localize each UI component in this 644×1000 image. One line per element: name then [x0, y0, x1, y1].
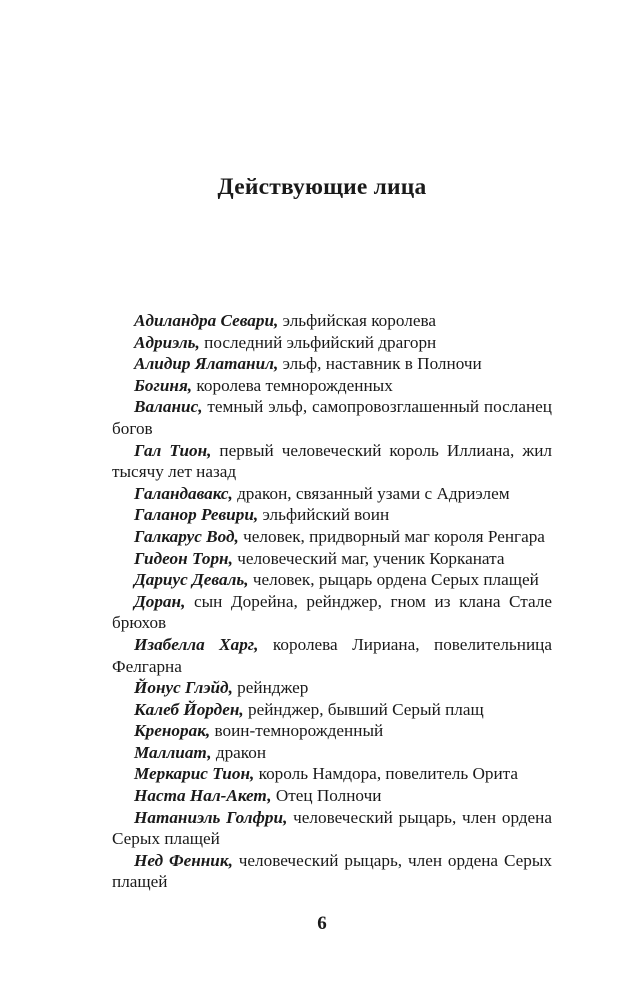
character-description: человек, придворный маг короля Ренгара	[243, 526, 545, 546]
character-description: рейнджер	[237, 678, 309, 698]
character-name: Гидеон Торн,	[134, 548, 233, 568]
character-name: Натаниэль Голфри,	[134, 807, 288, 827]
list-item	[112, 396, 552, 439]
character-name: Изабелла Харг,	[134, 634, 259, 654]
character-name: Галанор Ревири,	[134, 505, 259, 525]
list-item	[112, 634, 552, 677]
list-item	[112, 526, 552, 548]
cast-list	[112, 310, 552, 893]
character-description: человеческий рыцарь, член орде​на Серых плащей	[112, 807, 553, 849]
character-description: эльф, наставник в Полночи	[282, 354, 482, 374]
page-title: Действующие лица	[217, 174, 427, 200]
list-item	[112, 785, 552, 807]
list-item	[112, 850, 552, 893]
character-description: темный эльф, самопровозглашенный посла​нец богов	[112, 397, 553, 438]
page-number: 6	[317, 913, 327, 934]
list-item	[112, 742, 552, 764]
character-name: Доран,	[134, 591, 186, 611]
character-name: Валанис,	[134, 397, 203, 417]
list-item	[112, 483, 552, 505]
character-name: Нед Фенник,	[134, 850, 233, 870]
list-item	[112, 548, 552, 570]
character-name: Алидир Ялатанил,	[134, 354, 279, 374]
character-description: последний эльфийский драгорн	[204, 332, 437, 352]
list-item	[112, 504, 552, 526]
character-name: Кренорак,	[134, 721, 211, 741]
character-description: воин-темнорожденный	[214, 721, 384, 741]
character-description: королева темнорожденных	[196, 375, 393, 395]
character-name: Маллиат,	[134, 742, 212, 762]
character-name: Галандавакс,	[134, 483, 233, 503]
list-item	[112, 720, 552, 742]
character-name: Калеб Йорден,	[134, 699, 244, 719]
character-name: Йонус Глэйд,	[134, 678, 233, 698]
list-item	[112, 807, 552, 850]
list-item	[112, 332, 552, 354]
character-name: Богиня,	[134, 375, 193, 395]
list-item	[112, 591, 552, 634]
list-item	[112, 699, 552, 721]
character-description: сын Дорейна, рейнджер, гном из клана Стале​брюхов	[112, 591, 552, 633]
character-description: дракон, связанный узами с Адриэлем	[237, 483, 510, 503]
list-item	[112, 569, 552, 591]
character-name: Адриэль,	[134, 332, 200, 352]
list-item	[112, 375, 552, 397]
character-description: король Намдора, повелитель Орита	[258, 764, 519, 784]
character-description: эльфийская королева	[282, 311, 436, 330]
list-item	[112, 677, 552, 699]
character-description: первый человеческий король Иллиана, жил тысячу лет назад	[112, 440, 552, 482]
character-description: эльфийский воин	[262, 505, 390, 525]
character-description: королева Лириана, повелительница Фелгарна	[112, 634, 552, 676]
character-name: Гал Тион,	[134, 440, 212, 460]
character-description: человеческий маг, ученик Корканата	[237, 548, 505, 568]
character-description: Отец Полночи	[275, 786, 382, 806]
character-description: человек, рыцарь ордена Серых плащей	[252, 570, 539, 590]
character-description: рейнджер, бывший Серый плащ	[247, 699, 484, 719]
character-name: Адиландра Севари,	[134, 311, 279, 330]
character-description: человеческий рыцарь, член ордена Серых плащей	[112, 850, 552, 892]
character-name: Галкарус Вод,	[134, 526, 239, 546]
character-name: Дариус Деваль,	[134, 570, 249, 590]
character-description: дракон	[215, 742, 267, 762]
character-name: Наста Нал-Акет,	[134, 786, 272, 806]
character-name: Меркарис Тион,	[134, 764, 255, 784]
list-item	[112, 353, 552, 375]
list-item	[112, 763, 552, 785]
list-item	[112, 310, 552, 332]
list-item	[112, 440, 552, 483]
